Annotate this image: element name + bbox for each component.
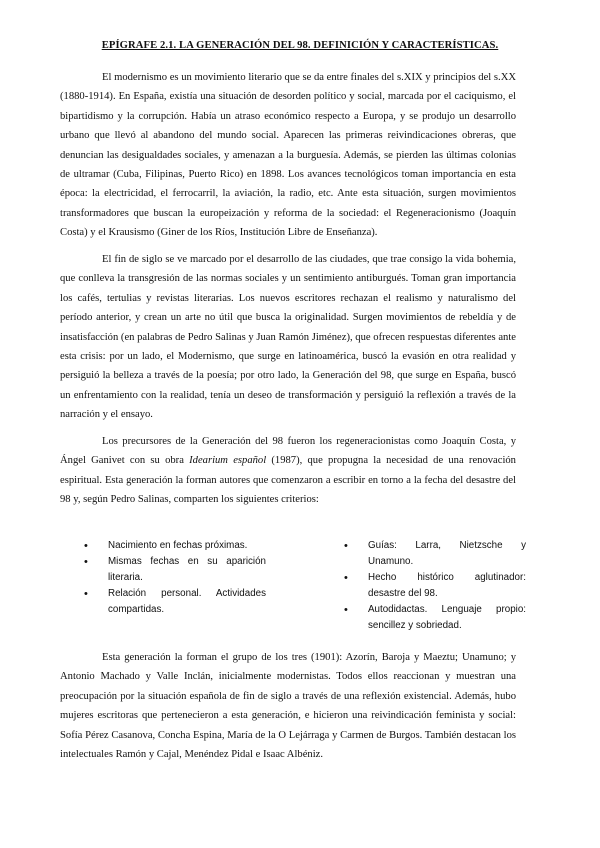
list-item: • Relación personal. Actividades compartidas.: [78, 586, 266, 618]
paragraph-autores: Esta generación la forman el grupo de los tres (1901): Azorín, Baroja y Maeztu; Unamuno; y Antonio Machado y Valle Inclán, inicialmente modernistas. Todos ellos reaccionan y muestran una preocupación por la situación española de fin de siglo a través de una reflexión existencial. Además, hubo mujeres escritoras que pertenecieron a esta generación, e hicieron una reivindicación feminista y social: Sofía Pérez Casanova, Concha Espina, María de la O Lejárraga y Carmen de Burgos. También destacan los intelectuales Ramón y Cajal, Menéndez Pidal e Isaac Albéniz.: [60, 652, 516, 761]
paragraph-precursores: [60, 432, 516, 510]
paragraph-modernismo: El modernismo es un movimiento literario que se da entre finales del s.XIX y principios del s.XX (1880-1914). En España, existía una situación de desorden político y social, marcada por el caciquismo, el bipartidismo y la corrupción. Había un atraso económico respecto a Europa, y se produjo un desarrollo urbano que llevó al abandono del mundo social. Aparecen las primeras reivindicaciones obreras, que denuncian las desigualdades sociales, y amenazan a la burguesía. Además, se pierden las últimas colonias de ultramar (Cuba, Filipinas, Puerto Rico) en 1898. Los avances tecnológicos toman importancia en esta época: la electricidad, el ferrocarril, la aviación, la radio, etc. Ante esta situación, surgen movimientos transformadores que buscan la europeización y reforma de la sociedad: el Regeneracionismo (Joaquín Costa) y el Krausismo (Giner de los Ríos, Institución Libre de Enseñanza).: [60, 72, 516, 239]
precursores-text-start: Los precursores de la Generación del 98 fueron los regeneracionistas como Joaquín Costa, y Ángel Ganivet con su obra: [60, 436, 516, 467]
list-item: • Hecho histórico aglutinador: desastre del 98.: [338, 570, 526, 602]
book-title-idearium: Idearium español: [189, 455, 267, 467]
list-item: • Autodidactas. Lenguaje propio: sencillez y sobriedad.: [338, 602, 526, 634]
criteria-column-left: [78, 538, 266, 618]
criteria-column-right: [338, 538, 526, 634]
list-item: • Nacimiento en fechas próximas.: [78, 538, 266, 554]
criteria-list: [78, 538, 526, 638]
page-title: EPÍGRAFE 2.1. LA GENERACIÓN DEL 98. DEFINICIÓN Y CARACTERÍSTICAS.: [101, 40, 499, 51]
list-item: • Mismas fechas en su aparición literaria.: [78, 554, 266, 586]
precursores-text-end: (1987), que propugna la necesidad de una renovación espiritual. Esta generación la forman autores que comenzaron a escribir en torno a la fecha del desastre del 98 y, según Pedro Salinas, comparten los siguientes criterios:: [60, 455, 516, 506]
paragraph-fin-de-siglo: El fin de siglo se ve marcado por el desarrollo de las ciudades, que trae consigo la vida bohemia, que conlleva la transgresión de las normas sociales y un sentimiento antiburgués. Toman gran importancia los cafés, tertulias y revistas literarias. Los nuevos escritores rechazan el realismo y naturalismo del período anterior, y crean un arte no útil que busca la originalidad. Surgen movimientos de rebeldía y de insatisfacción (en palabras de Pedro Salinas y Juan Ramón Jiménez), que ofrecen respuestas diferentes ante esta crisis: por un lado, el Modernismo, que surge en latinoamérica, buscó la evasión en otra realidad y persiguió la belleza a través de la poesía; por otro lado, la Generación del 98, que surge en España, buscó un enfrentamiento con la realidad, tenía un deseo de transformación y persiguió la reflexión a través de la narración y el ensayo.: [60, 254, 516, 421]
list-item: • Guías: Larra, Nietzsche y Unamuno.: [338, 538, 526, 570]
